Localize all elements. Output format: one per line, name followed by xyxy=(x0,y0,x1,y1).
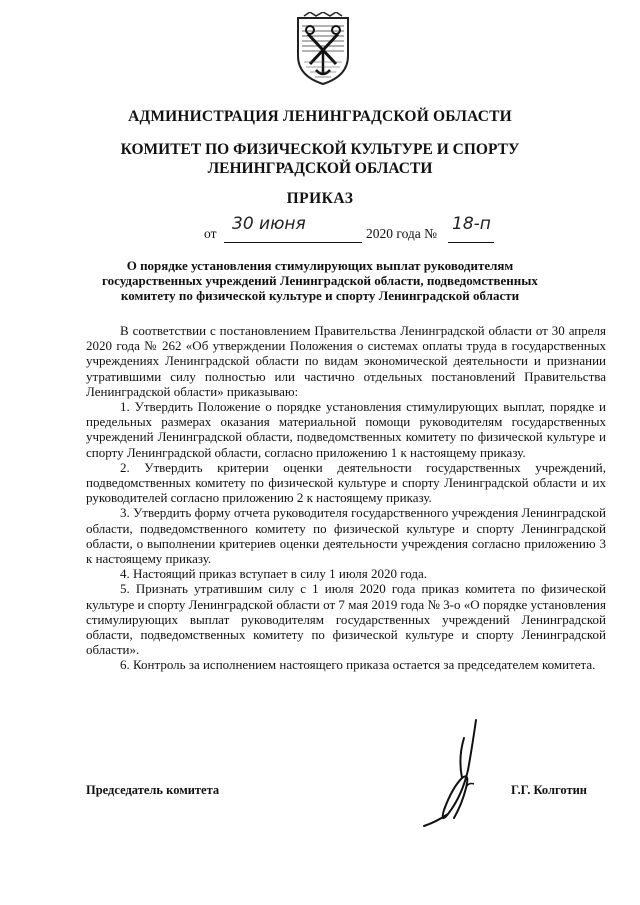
subject-line3: комитету по физической культуре и спорту Ленинградской области xyxy=(120,288,520,303)
order-item-2: 2. Утвердить критерии оценки деятельности государственных учреждений, подведомственных комитету по физической культуре и спорту Ленинградской области и их руководителей согласно приложению 2 к настоящему приказу. xyxy=(86,459,606,506)
handwritten-signature-icon xyxy=(418,718,492,828)
order-item-3: 3. Утвердить форму отчета руководителя государственного учреждения Ленинградской области, подведомственного комитету по физической культуре и спорту Ленинградской области, о выполнении критериев оценки деятельности учреждения согласно приложению 3 к настоящему приказу. xyxy=(86,505,606,567)
coat-of-arms-icon xyxy=(296,12,350,86)
subject-line2: государственных учреждений Ленинградской области, подведомственных xyxy=(102,273,538,288)
subject-line1: О порядке установления стимулирующих выплат руководителям xyxy=(126,258,514,273)
order-item-4: 4. Настоящий приказ вступает в силу 1 июля 2020 года. xyxy=(120,566,427,582)
number-underline xyxy=(448,242,494,243)
committee-title-line2: ЛЕНИНГРАДСКОЙ ОБЛАСТИ xyxy=(207,160,433,177)
order-subject xyxy=(60,258,580,303)
committee-title xyxy=(60,140,580,178)
handwritten-number: 18-п xyxy=(452,214,491,234)
date-underline xyxy=(224,242,362,243)
signatory-position: Председатель комитета xyxy=(86,783,220,797)
signatory-name: Г.Г. Колготин xyxy=(511,783,587,797)
handwritten-date: 30 июня xyxy=(232,214,306,234)
order-body xyxy=(86,323,606,673)
year-number-label: 2020 года № xyxy=(366,226,438,241)
date-line xyxy=(204,214,504,242)
order-item-5: 5. Признать утратившим силу с 1 июля 2020 года приказ комитета по физической культуре и спорту Ленинградской области от 7 мая 2019 года № 3-о «О порядке установления стимулирующих выплат руководителям государственных учреждений Ленинградской области, подведомственных комитету по физической культуре и спорту Ленинградской области». xyxy=(86,581,606,658)
committee-title-line1: КОМИТЕТ ПО ФИЗИЧЕСКОЙ КУЛЬТУРЕ И СПОРТУ xyxy=(120,141,520,158)
order-item-6: 6. Контроль за исполнением настоящего приказа остается за председателем комитета. xyxy=(120,657,596,673)
preamble-paragraph: В соответствии с постановлением Правительства Ленинградской области от 30 апреля 2020 года № 262 «Об утверждении Положения о системах оплаты труда в государственных учреждениях Ленинградской области по видам экономической деятельности и признании утратившими силу полностью или частично отдельных постановлений Правительства Ленинградской области» приказываю: xyxy=(86,323,606,399)
document-type: ПРИКАЗ xyxy=(286,190,354,207)
from-label: от xyxy=(204,226,217,241)
order-item-1: 1. Утвердить Положение о порядке установления стимулирующих выплат, порядке и предельных размерах оказания материальной помощи руководителям государственных учреждений Ленинградской области, подведомственных комитету по физической культуре и спорту Ленинградской области, согласно приложению 1 к настоящему приказу. xyxy=(86,399,606,460)
administration-title: АДМИНИСТРАЦИЯ ЛЕНИНГРАДСКОЙ ОБЛАСТИ xyxy=(128,108,512,125)
